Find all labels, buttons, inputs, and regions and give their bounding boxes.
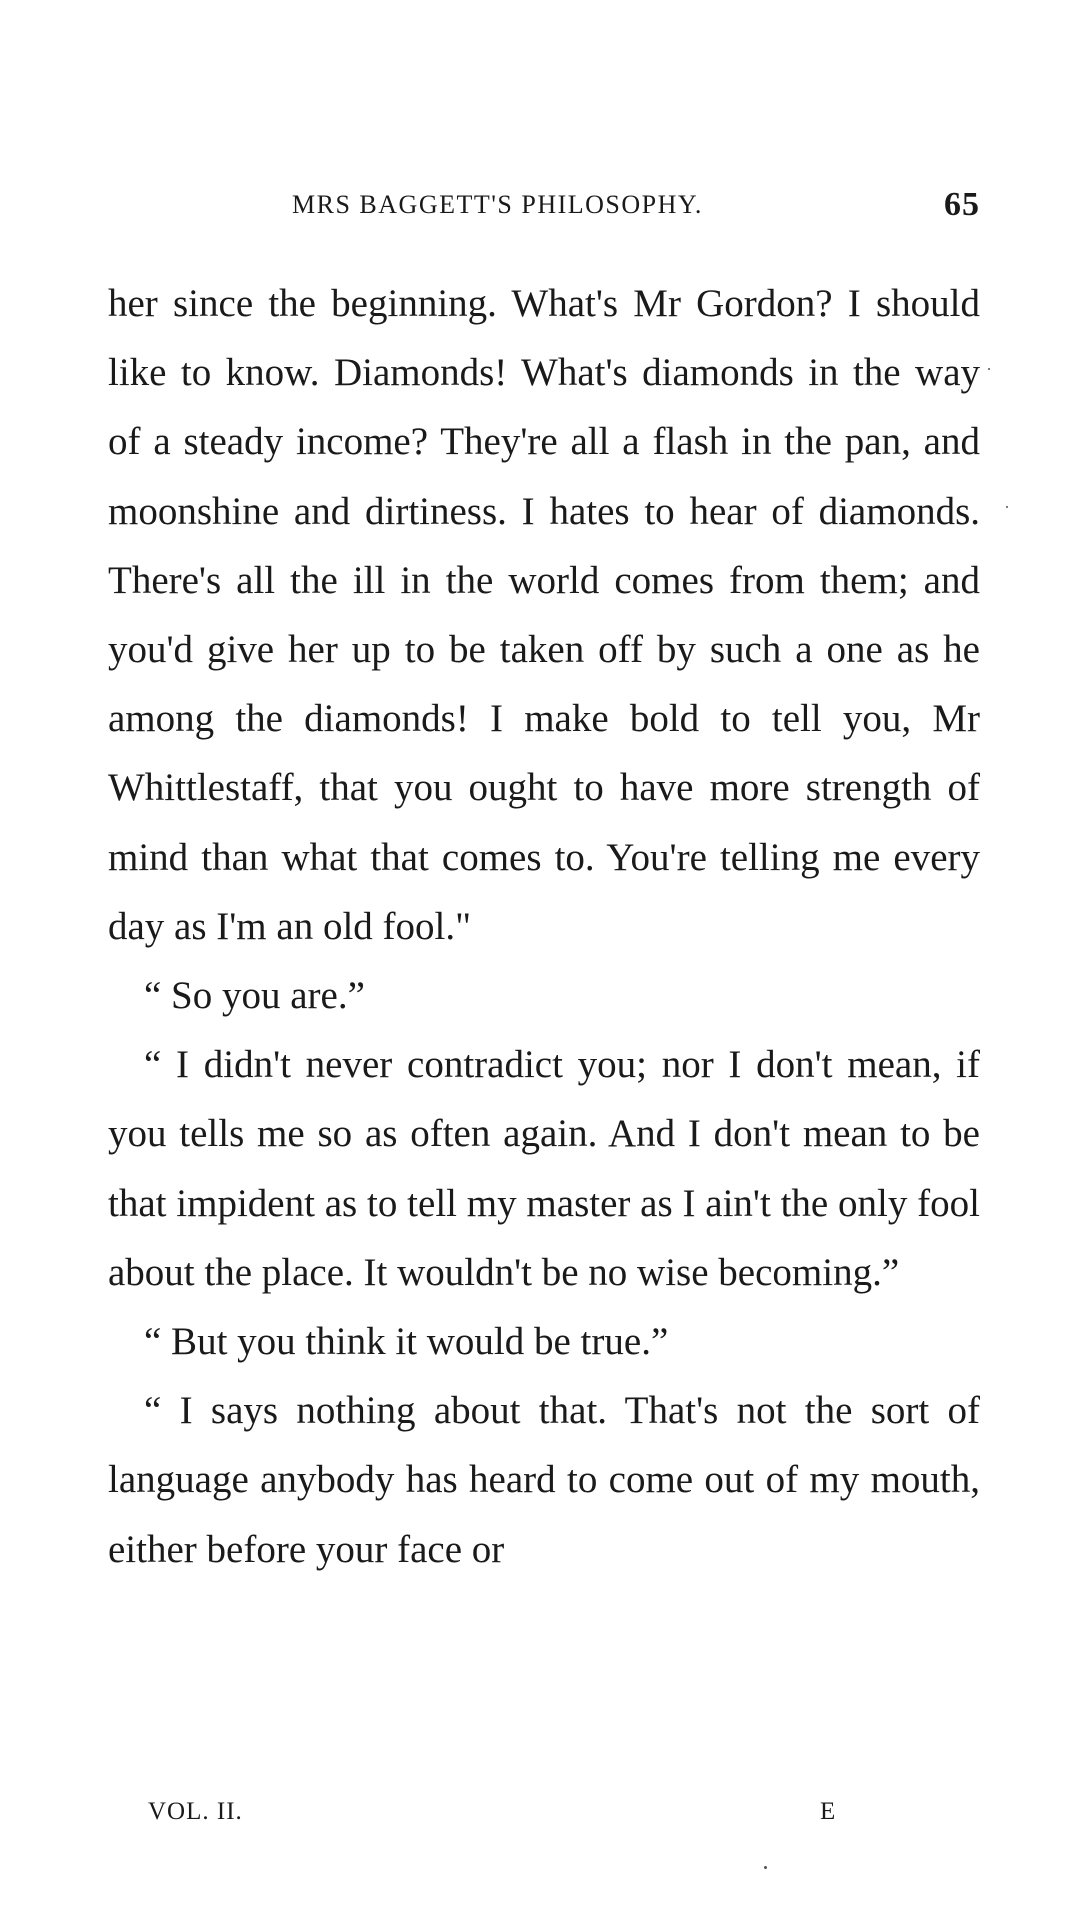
paragraph: “ So you are.” bbox=[144, 974, 365, 1018]
paragraph: “ I didn't never contradict you; nor I don't mean, if you tells me so as often again. And I don't mean to be that impident as to tell my master as I ain't the only fool about the place. It wouldn't be no wise becoming.” bbox=[108, 1043, 980, 1294]
running-head bbox=[108, 186, 980, 230]
paragraph: “ I says nothing about that. That's not the sort of language anybody has heard to come out of my mouth, either before your face or bbox=[108, 1389, 980, 1571]
paragraph: “ But you think it would be true.” bbox=[144, 1320, 669, 1364]
paragraph: her since the beginning. What's Mr Gordon? I should like to know. Diamonds! What's diamonds in the way of a steady income? They're all a flash in the pan, and moonshine and dirtiness. I hates to hear of diamonds. There's all the ill in the world comes from them; and you'd give her up to be taken off by such a one as he among the diamonds! I make bold to tell you, Mr Whittlestaff, that you ought to have more strength of mind than what that comes to. You're telling me every day as I'm an old fool." bbox=[108, 282, 980, 948]
paper-speck bbox=[764, 1866, 767, 1869]
signature-mark: E bbox=[820, 1798, 837, 1825]
body-text bbox=[108, 269, 980, 1584]
page-number: 65 bbox=[944, 186, 980, 223]
volume-mark: VOL. II. bbox=[148, 1798, 243, 1825]
paper-speck bbox=[988, 368, 990, 370]
paper-speck bbox=[1006, 506, 1008, 508]
page-footer bbox=[148, 1798, 848, 1838]
running-title: MRS BAGGETT'S PHILOSOPHY. bbox=[292, 190, 703, 219]
